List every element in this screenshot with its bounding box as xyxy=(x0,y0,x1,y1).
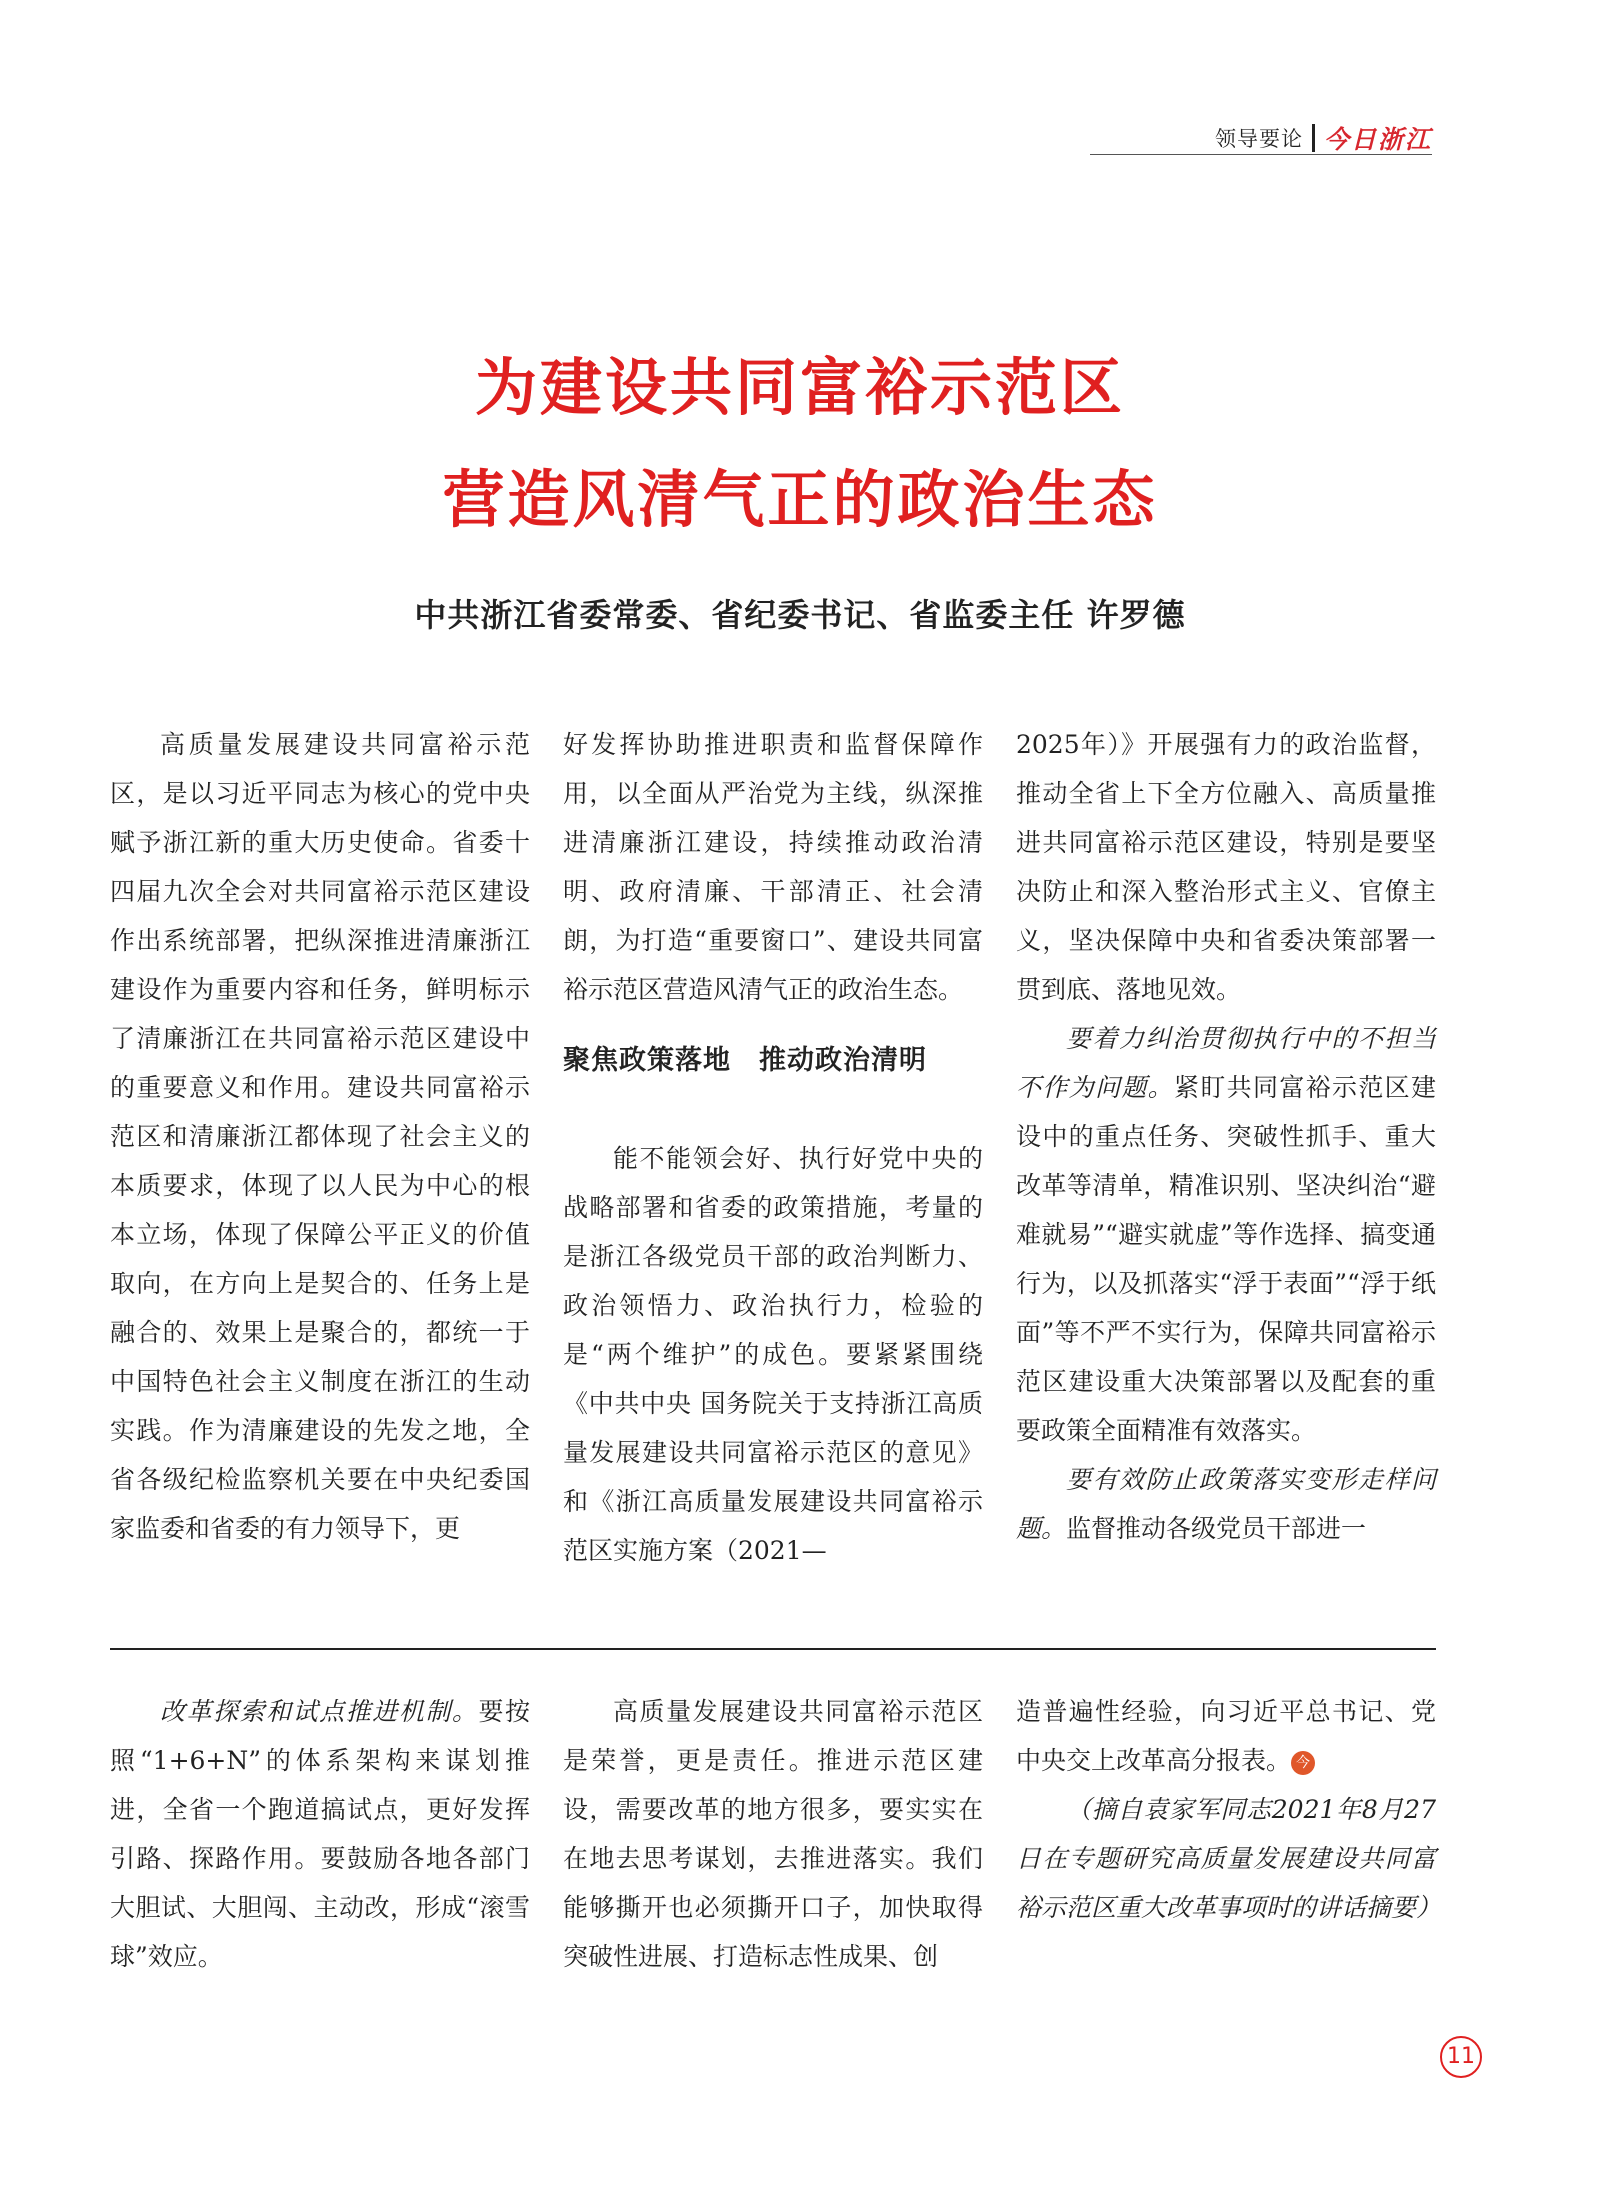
paragraph xyxy=(1016,1014,1436,1455)
emphasis-text: 要着力纠治贯彻执行中的不担当不作为问题。 xyxy=(1016,1024,1436,1102)
section-divider xyxy=(110,1648,1436,1650)
end-mark-icon: 今 xyxy=(1291,1751,1315,1775)
lower-column-1 xyxy=(110,1687,530,1981)
paragraph: 高质量发展建设共同富裕示范区，是以习近平同志为核心的党中央赋予浙江新的重大历史使命。省委十四届九次全会对共同富裕示范区建设作出系统部署，把纵深推进清廉浙江建设作为重要内容和任务，鲜明标示了清廉浙江在共同富裕示范区建设中的重要意义和作用。建设共同富裕示范区和清廉浙江都体现了社会主义的本质要求，体现了以人民为中心的根本立场，体现了保障公平正义的价值取向，在方向上是契合的、任务上是融合的、效果上是聚合的，都统一于中国特色社会主义制度在浙江的生动实践。作为清廉建设的先发之地，全省各级纪检监察机关要在中央纪委国家监委和省委的有力领导下，更 xyxy=(110,730,530,1543)
magazine-logo: 今日浙江 xyxy=(1323,125,1432,154)
section-heading: 聚焦政策落地 推动政治清明 xyxy=(563,1045,927,1076)
page-number: 11 xyxy=(1440,2036,1482,2078)
upper-column-3 xyxy=(1016,720,1436,1553)
paragraph-text: 要按照“1+6+N”的体系架构来谋划推进，全省一个跑道搞试点，更好发挥引路、探路作用。要鼓励各地各部门大胆试、大胆闯、主动改，形成“滚雪球”效应。 xyxy=(110,1697,530,1971)
author-byline: 中共浙江省委常委、省纪委书记、省监委主任 许罗德 xyxy=(414,596,1186,634)
paragraph xyxy=(1016,1455,1436,1553)
paragraph: 高质量发展建设共同富裕示范区是荣誉，更是责任。推进示范区建设，需要改革的地方很多，要实实在在地去思考谋划，去推进落实。我们能够撕开也必须撕开口子，加快取得突破性进展、打造标志性成果、创 xyxy=(563,1697,983,1971)
paragraph xyxy=(1016,1687,1436,1785)
paragraph: 好发挥协助推进职责和监督保障作用，以全面从严治党为主线，纵深推进清廉浙江建设，持续推动政治清明、政府清廉、干部清正、社会清朗，为打造“重要窗口”、建设共同富裕示范区营造风清气正的政治生态。 xyxy=(563,730,983,1004)
paragraph-text: 监督推动各级党员干部进一 xyxy=(1066,1514,1367,1543)
article-title-line-2: 营造风清气正的政治生态 xyxy=(442,463,1158,536)
source-note: （摘自袁家军同志2021年8月27日在专题研究高质量发展建设共同富裕示范区重大改革事项时的讲话摘要） xyxy=(1016,1795,1442,1922)
paragraph xyxy=(110,1687,530,1981)
paragraph-text: 紧盯共同富裕示范区建设中的重点任务、突破性抓手、重大改革等清单，精准识别、坚决纠治“避难就易”“避实就虚”等作选择、搞变通行为，以及抓落实“浮于表面”“浮于纸面”等不严不实行为，保障共同富裕示范区建设重大决策部署以及配套的重要政策全面精准有效落实。 xyxy=(1016,1073,1436,1445)
paragraph: 2025年）》开展强有力的政治监督，推动全省上下全方位融入、高质量推进共同富裕示范区建设，特别是要坚决防止和深入整治形式主义、官僚主义，坚决保障中央和省委决策部署一贯到底、落地见效。 xyxy=(1016,730,1436,1004)
lower-column-3 xyxy=(1016,1687,1442,1932)
running-header xyxy=(1215,120,1432,156)
emphasis-text: 改革探索和试点推进机制。 xyxy=(160,1697,479,1726)
header-rule xyxy=(1090,154,1432,155)
section-label: 领导要论 xyxy=(1214,127,1303,151)
paragraph: 能不能领会好、执行好党中央的战略部署和省委的政策措施，考量的是浙江各级党员干部的政治判断力、政治领悟力、政治执行力，检验的是“两个维护”的成色。要紧紧围绕《中共中央 国务院关于支持浙江高质量发展建设共同富裕示范区的意见》和《浙江高质量发展建设共同富裕示范区实施方案（2021— xyxy=(563,1144,983,1565)
lower-column-2 xyxy=(563,1687,983,1981)
upper-column-1 xyxy=(110,720,530,1553)
article-title-line-1: 为建设共同富裕示范区 xyxy=(474,351,1125,424)
emphasis-text: 要有效防止政策落实变形走样问题。 xyxy=(1016,1465,1436,1543)
header-separator xyxy=(1312,124,1315,152)
paragraph-text: 造普遍性经验，向习近平总书记、党中央交上改革高分报表。 xyxy=(1016,1697,1436,1775)
upper-column-2 xyxy=(563,720,983,1575)
